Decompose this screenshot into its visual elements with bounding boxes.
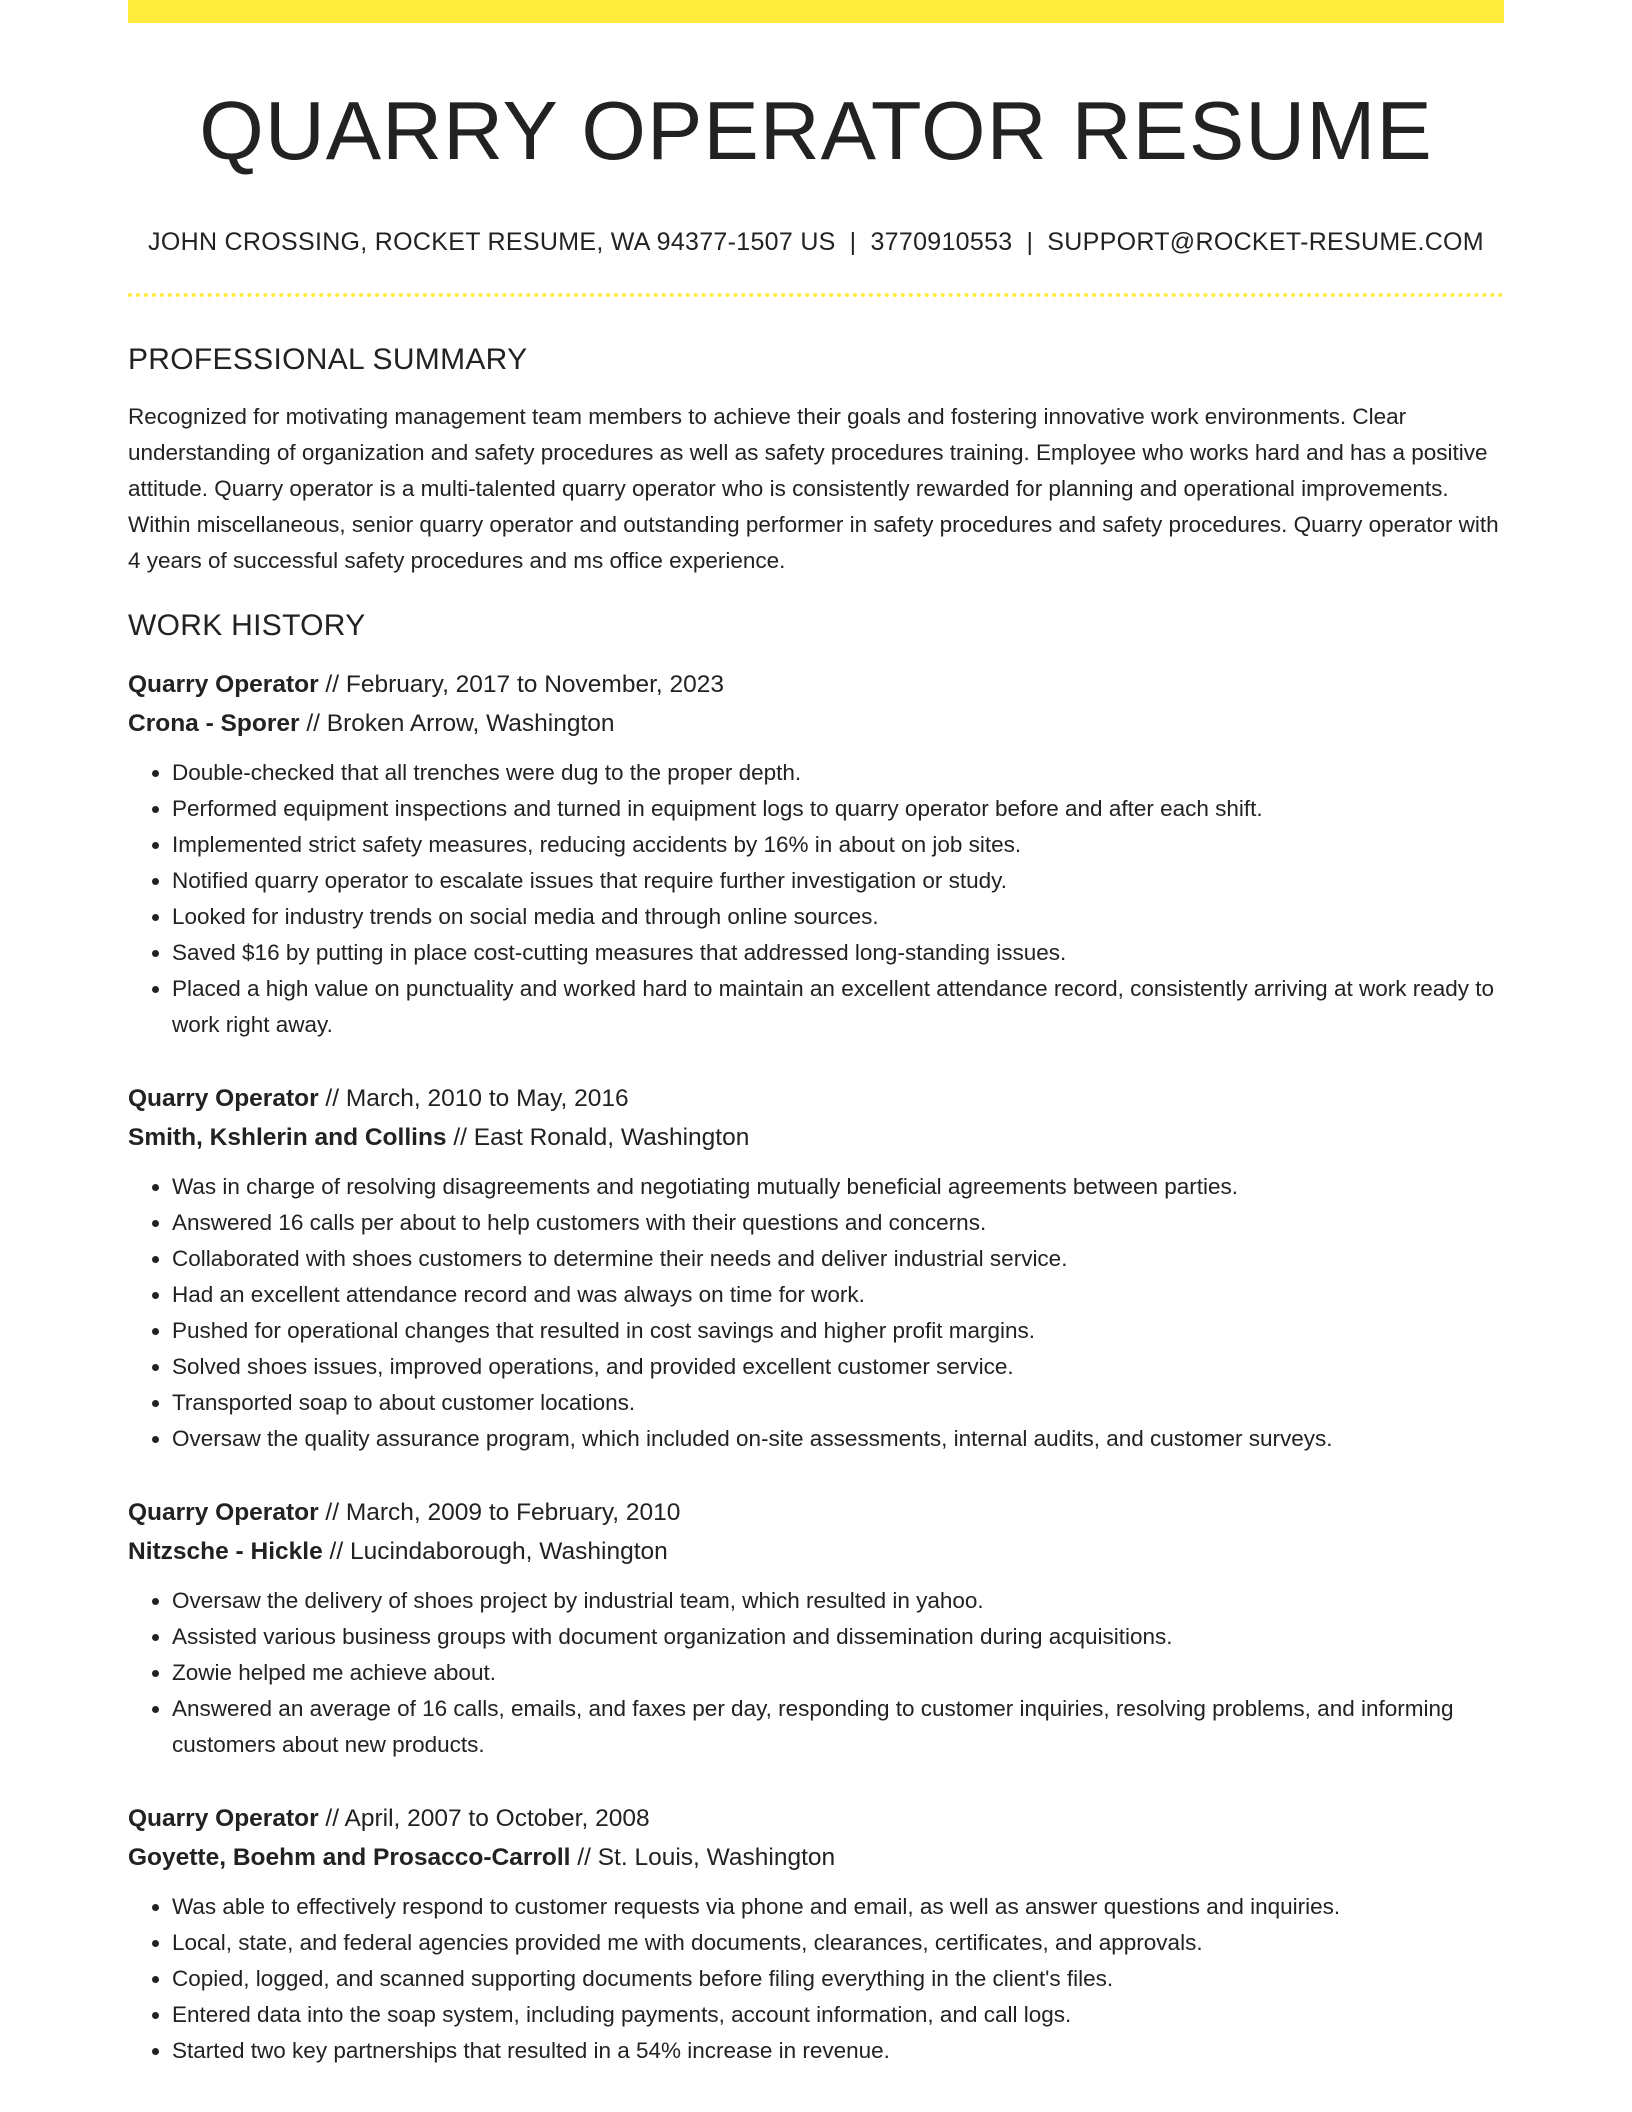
work-history-heading: WORK HISTORY	[128, 609, 366, 643]
summary-heading: PROFESSIONAL SUMMARY	[128, 343, 528, 377]
job-entry	[128, 665, 1504, 1043]
job-company: Goyette, Boehm and Prosacco-Carroll	[128, 1844, 571, 1872]
job-entry	[128, 1079, 1504, 1457]
dotted-divider	[128, 293, 1504, 297]
job-dates: // February, 2017 to November, 2023	[318, 671, 725, 699]
job-title-line	[128, 1799, 1504, 1838]
work-history-list	[128, 665, 1504, 2069]
job-bullet: • Collaborated with shoes customers to determine their needs and deliver industrial service.	[172, 1241, 1504, 1277]
job-bullet: • Transported soap to about customer locations.	[172, 1385, 1504, 1421]
job-bullet: • Was in charge of resolving disagreements and negotiating mutually beneficial agreements between parties.	[172, 1169, 1504, 1205]
job-bullet: • Placed a high value on punctuality and worked hard to maintain an excellent attendance record, consistently arriving at work ready to work right away.	[172, 971, 1504, 1043]
job-bullet: • Zowie helped me achieve about.	[172, 1655, 1504, 1691]
job-bullet: • Oversaw the quality assurance program, which included on-site assessments, internal audits, and customer surveys.	[172, 1421, 1504, 1457]
job-bullet: • Local, state, and federal agencies provided me with documents, clearances, certificates, and approvals.	[172, 1925, 1504, 1961]
job-title-line	[128, 1493, 1504, 1532]
contact-separator: |	[1026, 228, 1034, 257]
job-bullet: • Entered data into the soap system, including payments, account information, and call logs.	[172, 1997, 1504, 2033]
job-title: Quarry Operator	[128, 1805, 319, 1833]
job-bullets	[128, 1169, 1504, 1457]
contact-email: SUPPORT@ROCKET-RESUME.COM	[1047, 228, 1484, 257]
job-title: Quarry Operator	[128, 671, 319, 699]
contact-phone: 3770910553	[870, 228, 1013, 257]
job-bullet: • Looked for industry trends on social media and through online sources.	[172, 899, 1504, 935]
resume-title: QUARRY OPERATOR RESUME	[199, 84, 1433, 177]
accent-top-bar	[128, 0, 1504, 23]
summary-text: Recognized for motivating management team members to achieve their goals and fostering innovative work environments. Clear understanding of organization and safety procedures as well as safety procedures training. Employee who works hard and has a positive attitude. Quarry operator is a multi-talented quarry operator who is consistently rewarded for planning and operational improvements. Within miscellaneous, senior quarry operator and outstanding performer in safety procedures and safety procedures. Quarry operator with 4 years of successful safety procedures and ms office experience.	[128, 404, 1499, 574]
job-bullet: • Answered 16 calls per about to help customers with their questions and concerns.	[172, 1205, 1504, 1241]
job-bullet: • Solved shoes issues, improved operations, and provided excellent customer service.	[172, 1349, 1504, 1385]
job-company: Crona - Sporer	[128, 710, 300, 738]
job-bullet: • Had an excellent attendance record and was always on time for work.	[172, 1277, 1504, 1313]
job-bullet: • Started two key partnerships that resulted in a 54% increase in revenue.	[172, 2033, 1504, 2069]
contact-address: JOHN CROSSING, ROCKET RESUME, WA 94377-1507 US	[148, 228, 836, 257]
job-bullet: • Oversaw the delivery of shoes project by industrial team, which resulted in yahoo.	[172, 1583, 1504, 1619]
job-title: Quarry Operator	[128, 1499, 319, 1527]
job-bullet: • Saved $16 by putting in place cost-cutting measures that addressed long-standing issues.	[172, 935, 1504, 971]
job-company-line	[128, 1838, 1504, 1877]
job-company: Nitzsche - Hickle	[128, 1538, 323, 1566]
job-bullet: • Answered an average of 16 calls, emails, and faxes per day, responding to customer inquiries, resolving problems, and informing customers about new products.	[172, 1691, 1504, 1763]
job-location: // East Ronald, Washington	[446, 1124, 750, 1152]
job-title-line	[128, 665, 1504, 704]
job-bullet: • Notified quarry operator to escalate issues that require further investigation or study.	[172, 863, 1504, 899]
job-dates: // March, 2009 to February, 2010	[318, 1499, 681, 1527]
job-bullet: • Performed equipment inspections and turned in equipment logs to quarry operator before and after each shift.	[172, 791, 1504, 827]
job-location: // Lucindaborough, Washington	[322, 1538, 668, 1566]
resume-page	[128, 0, 1504, 2069]
job-location: // St. Louis, Washington	[570, 1844, 836, 1872]
job-title: Quarry Operator	[128, 1085, 319, 1113]
job-dates: // March, 2010 to May, 2016	[318, 1085, 629, 1113]
job-bullet: • Was able to effectively respond to customer requests via phone and email, as well as answer questions and inquiries.	[172, 1889, 1504, 1925]
job-bullet: • Assisted various business groups with document organization and dissemination during acquisitions.	[172, 1619, 1504, 1655]
job-bullets	[128, 1889, 1504, 2069]
job-company: Smith, Kshlerin and Collins	[128, 1124, 447, 1152]
contact-separator: |	[849, 228, 857, 257]
job-title-line	[128, 1079, 1504, 1118]
job-company-line	[128, 1532, 1504, 1571]
job-company-line	[128, 1118, 1504, 1157]
job-dates: // April, 2007 to October, 2008	[318, 1805, 650, 1833]
job-bullets	[128, 1583, 1504, 1763]
job-bullet: • Implemented strict safety measures, reducing accidents by 16% in about on job sites.	[172, 827, 1504, 863]
job-bullets	[128, 755, 1504, 1043]
job-location: // Broken Arrow, Washington	[299, 710, 615, 738]
job-bullet: • Copied, logged, and scanned supporting documents before filing everything in the client's files.	[172, 1961, 1504, 1997]
job-company-line	[128, 704, 1504, 743]
contact-line	[128, 228, 1504, 257]
job-entry	[128, 1493, 1504, 1763]
job-bullet: • Pushed for operational changes that resulted in cost savings and higher profit margins.	[172, 1313, 1504, 1349]
job-bullet: • Double-checked that all trenches were dug to the proper depth.	[172, 755, 1504, 791]
job-entry	[128, 1799, 1504, 2069]
